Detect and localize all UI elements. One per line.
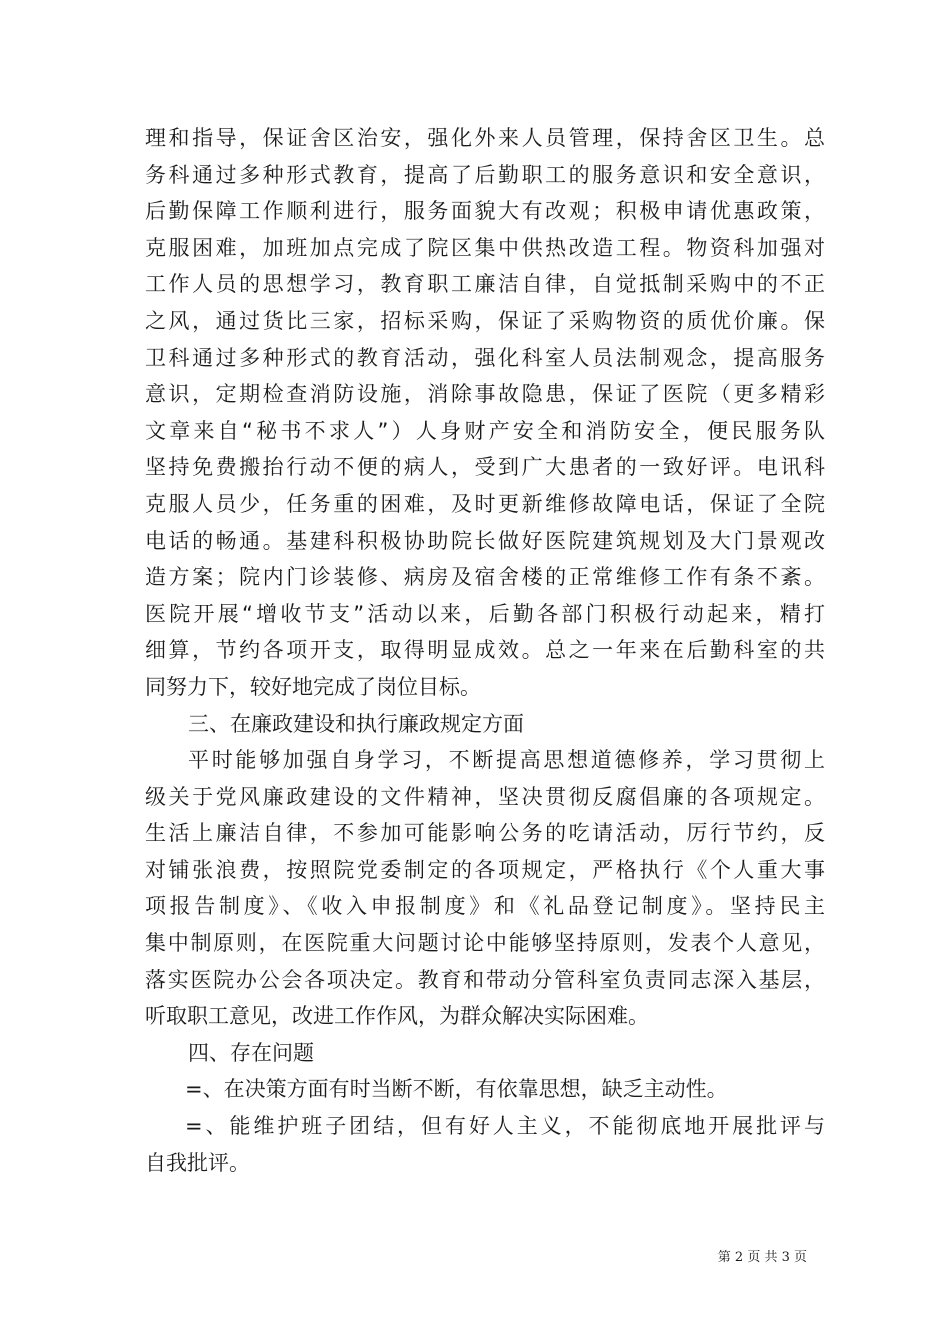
text-line: 对铺张浪费，按照院党委制定的各项规定，严格执行《个人重大事 <box>145 857 825 882</box>
text-line: 电话的畅通。基建科积极协助院长做好医院建筑规划及大门景观改 <box>145 528 825 553</box>
list-item: =、能维护班子团结，但有好人主义，不能彻底地开展批评与 <box>185 1114 825 1139</box>
text-line: 克服人员少，任务重的困难，及时更新维修故障电话，保证了全院 <box>145 491 825 516</box>
text-line: 克服困难，加班加点完成了院区集中供热改造工程。物资科加强对 <box>145 235 825 260</box>
text-line: 工作人员的思想学习，教育职工廉洁自律，自觉抵制采购中的不正 <box>145 272 825 297</box>
text-line: 同努力下，较好地完成了岗位目标。 <box>145 674 481 699</box>
text-line: 之风，通过货比三家，招标采购，保证了采购物资的质优价廉。保 <box>145 308 825 333</box>
text-line: 理和指导，保证舍区治安，强化外来人员管理，保持舍区卫生。总 <box>145 126 825 150</box>
text-line: 平时能够加强自身学习，不断提高思想道德修养，学习贯彻上 <box>188 748 825 773</box>
text-line: 集中制原则，在医院重大问题讨论中能够坚持原则，发表个人意见， <box>145 931 825 956</box>
text-line: 卫科通过多种形式的教育活动，强化科室人员法制观念，提高服务 <box>145 345 825 370</box>
text-line: 造方案；院内门诊装修、病房及宿舍楼的正常维修工作有条不紊。 <box>145 565 825 590</box>
text-line: 级关于党风廉政建设的文件精神，坚决贯彻反腐倡廉的各项规定。 <box>145 784 825 809</box>
text-line: 坚持免费搬抬行动不便的病人，受到广大患者的一致好评。电讯科 <box>145 455 825 480</box>
text-line: 落实医院办公会各项决定。教育和带动分管科室负责同志深入基层， <box>145 967 825 992</box>
section-heading: 三、在廉政建设和执行廉政规定方面 <box>188 711 524 736</box>
text-line: 文章来自“秘书不求人”）人身财产安全和消防安全，便民服务队 <box>145 418 825 443</box>
section-heading: 四、存在问题 <box>188 1040 314 1065</box>
text-line: 意识，定期检查消防设施，消除事故隐患，保证了医院（更多精彩 <box>145 382 825 407</box>
text-line: 听取职工意见，改进工作作风，为群众解决实际困难。 <box>145 1004 649 1029</box>
text-line: 自我批评。 <box>145 1150 250 1175</box>
body-text <box>145 120 825 1181</box>
text-line: 后勤保障工作顺利进行，服务面貌大有改观；积极申请优惠政策， <box>145 199 825 224</box>
text-line: 细算，节约各项开支，取得明显成效。总之一年来在后勤科室的共 <box>145 638 825 663</box>
text-line: 项报告制度》、《收入申报制度》和《礼品登记制度》。坚持民主 <box>145 894 825 919</box>
text-line: 医院开展“增收节支”活动以来，后勤各部门积极行动起来，精打 <box>145 601 825 626</box>
page-number: 第 2 页 共 3 页 <box>717 1250 807 1265</box>
text-line: 生活上廉洁自律，不参加可能影响公务的吃请活动，厉行节约，反 <box>145 821 825 846</box>
list-item: =、在决策方面有时当断不断，有依靠思想，缺乏主动性。 <box>185 1077 728 1102</box>
text-line: 务科通过多种形式教育，提高了后勤职工的服务意识和安全意识， <box>145 162 825 187</box>
